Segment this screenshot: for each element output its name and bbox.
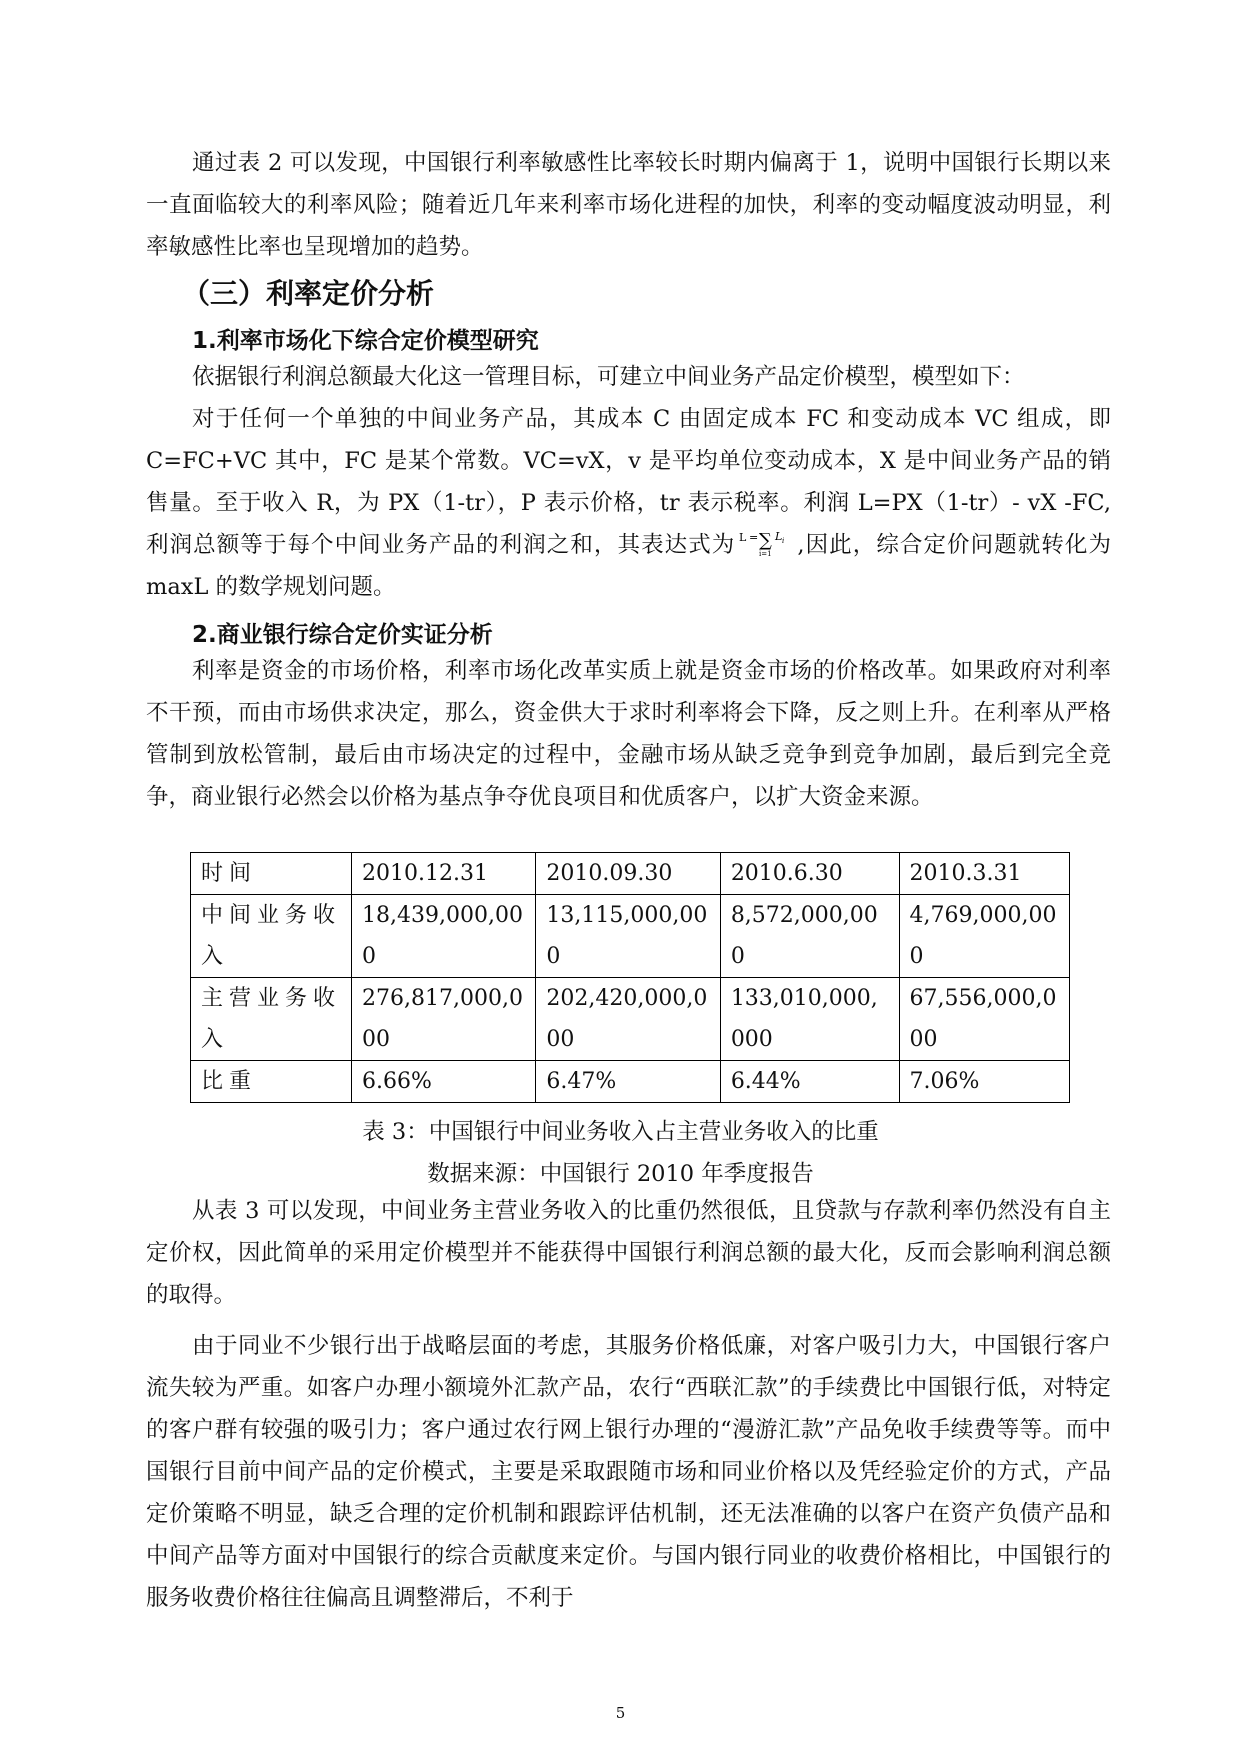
paragraph-competition: 由于同业不少银行出于战略层面的考虑，其服务价格低廉，对客户吸引力大，中国银行客户流失较为严重。如客户办理小额境外汇款产品，农行“西联汇款”的手续费比中国银行低，对特定的客户群有较强的吸引力；客户通过农行网上银行办理的“漫游汇款”产品免收手续费等等。而中国银行目前中间产品的定价模式，主要是采取跟随市场和同业价格以及凭经验定价的方式，产品定价策略不明显，缺乏合理的定价机制和跟踪评估机制，还无法准确的以客户在资产负债产品和中间产品等方面对中国银行的综合贡献度来定价。与国内银行同业的收费价格相比，中国银行的服务收费价格往往偏高且调整滞后，不利于 [146,1333,1111,1611]
table-cell: 202,420,000,000 [536,978,720,1061]
table-cell: 比重 [191,1061,352,1103]
subheading-pricing-model: 1.利率市场化下综合定价模型研究 [192,328,539,354]
table-header-cell: 2010.6.30 [720,853,899,895]
model-text-before: 对于任何一个单独的中间业务产品，其成本 C 由固定成本 FC 和变动成本 VC 组成，即 C=FC+VC 其中，FC 是某个常数。VC=vX，v 是平均单位变动成本，X 是中间业务产品的销售量。至于收入 R，为 PX（1-tr），P 表示价格，tr 表示税率。利润 L=PX（1-tr）- vX -FC, 利润总额等于每个中间业务产品的利润之和，其表达式为 [146,406,1111,558]
page-number: 5 [615,1704,626,1722]
profit-sum-formula [735,528,797,558]
formula-lhs: L [739,531,747,544]
section-heading: （三）利率定价分析 [182,277,435,310]
table-row [191,978,1070,1061]
formula-subscript: i [782,537,785,545]
table-row [191,895,1070,978]
subheading-empirical-analysis: 2.商业银行综合定价实证分析 [192,622,493,648]
table-cell: 6.44% [720,1061,899,1103]
table-caption: 表 3：中国银行中间业务收入占主营业务收入的比重 [362,1119,879,1145]
paragraph-model-intro: 依据银行利润总额最大化这一管理目标，可建立中间业务产品定价模型，模型如下： [192,364,1025,390]
table-cell: 6.66% [352,1061,536,1103]
paragraph-table-analysis: 从表 3 可以发现，中间业务主营业务收入的比重仍然很低，且贷款与存款利率仍然没有自主定价权，因此简单的采用定价模型并不能获得中国银行利润总额的最大化，反而会影响利润总额的取得。 [146,1198,1111,1308]
table-header-cell: 2010.12.31 [352,853,536,895]
table-cell: 67,556,000,000 [899,978,1069,1061]
table-header-cell: 时间 [191,853,352,895]
table-cell: 8,572,000,000 [720,895,899,978]
model-text-after: ,因此，综合定价问题就转化为 maxL 的数学规划问题。 [146,532,1111,600]
table-cell: 133,010,000,000 [720,978,899,1061]
table-cell: 中间业务收入 [191,895,352,978]
formula-lower-limit: i=1 [759,550,772,558]
table-cell: 18,439,000,000 [352,895,536,978]
formula-sum-symbol: ∑ [759,530,773,551]
formula-equals: = [749,531,759,544]
table-header-cell: 2010.3.31 [899,853,1069,895]
paragraph-rate-sensitivity: 通过表 2 可以发现，中国银行利率敏感性比率较长时期内偏离于 1，说明中国银行长期以来一直面临较大的利率风险；随着近几年来利率市场化进程的加快，利率的变动幅度波动明显，利率敏感性比率也呈现增加的趋势。 [146,150,1111,260]
table-cell: 主营业务收入 [191,978,352,1061]
table-header-row [191,853,1070,895]
table-source: 数据来源：中国银行 2010 年季度报告 [427,1161,814,1187]
paragraph-model-definition [146,398,1111,608]
table-row [191,1061,1070,1103]
income-ratio-table [190,852,1070,1103]
formula-term: L [775,530,783,543]
table-cell: 276,817,000,000 [352,978,536,1061]
table-cell: 4,769,000,000 [899,895,1069,978]
table-cell: 7.06% [899,1061,1069,1103]
table-header-cell: 2010.09.30 [536,853,720,895]
table-cell: 6.47% [536,1061,720,1103]
table-cell: 13,115,000,000 [536,895,720,978]
paragraph-market-pricing: 利率是资金的市场价格，利率市场化改革实质上就是资金市场的价格改革。如果政府对利率不干预，而由市场供求决定，那么，资金供大于求时利率将会下降，反之则上升。在利率从严格管制到放松管制，最后由市场决定的过程中，金融市场从缺乏竞争到竞争加剧，最后到完全竞争，商业银行必然会以价格为基点争夺优良项目和优质客户，以扩大资金来源。 [146,658,1111,810]
